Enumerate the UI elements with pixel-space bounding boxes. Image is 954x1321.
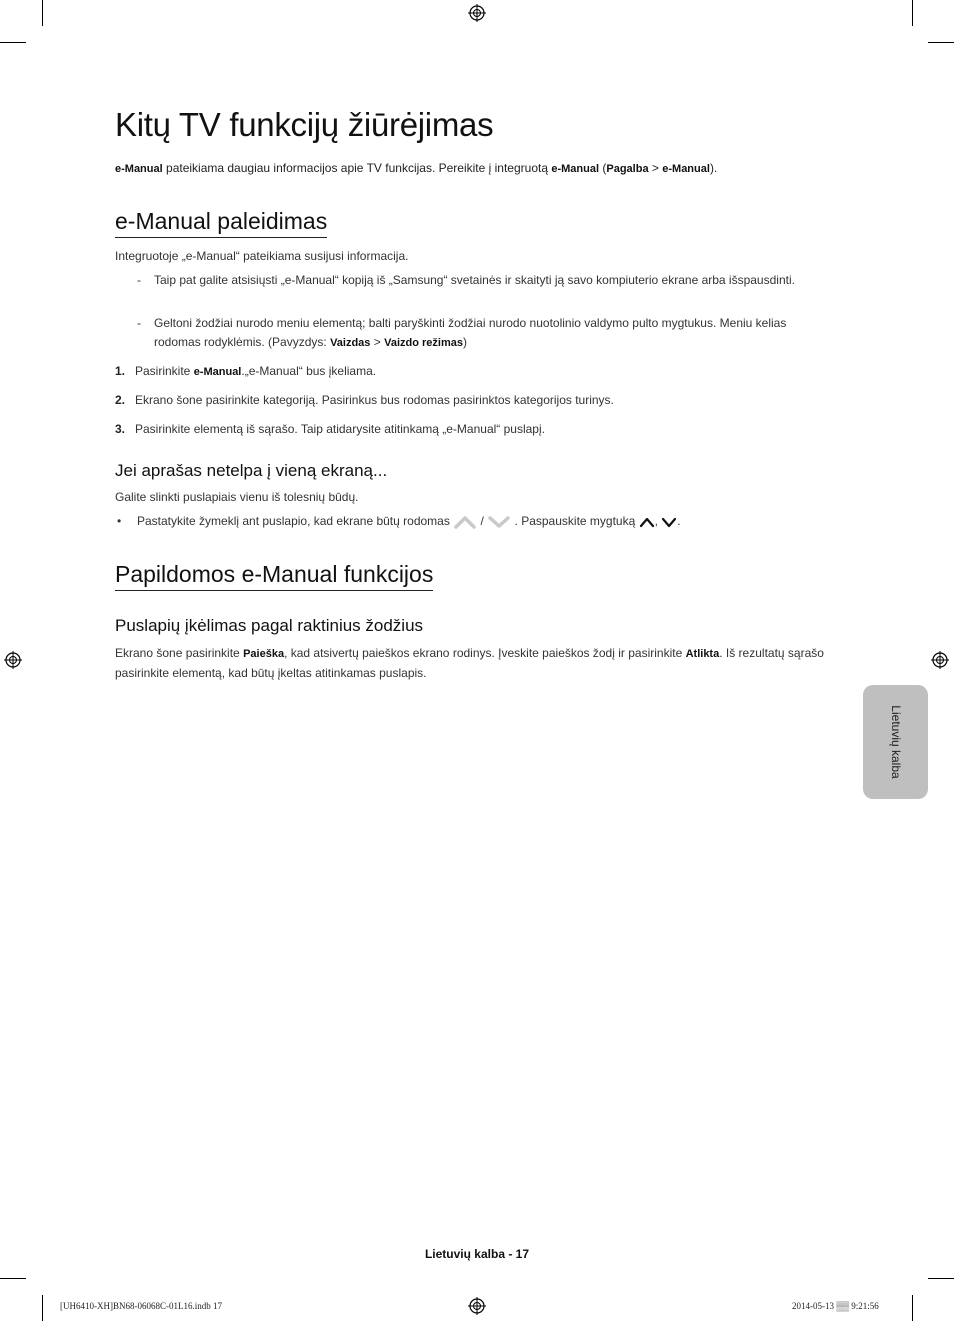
scroll-down-arrow-icon: [487, 515, 511, 529]
note-text-wrap: [137, 314, 817, 353]
ui-term: e-Manual: [193, 366, 242, 378]
note-text: >: [370, 335, 385, 349]
ui-term: Vaizdo režimas: [384, 337, 463, 349]
ui-term: e-Manual: [115, 163, 163, 175]
registration-mark-icon: [931, 651, 949, 669]
note-text: ): [462, 335, 467, 349]
paragraph-text: . Iš rezultatų sąrašo pasirinkite elementą, kad būtų įkeltas atitinkamas puslapis.: [115, 646, 824, 680]
chevron-up-icon: [639, 516, 655, 528]
print-date-info: 2014-05-13 ▒▒ 9:21:56: [792, 1301, 879, 1311]
ui-term: Vaizdas: [330, 337, 371, 349]
crop-mark: [928, 42, 954, 43]
section-heading: Papildomos e-Manual funkcijos: [115, 560, 433, 591]
subsection-heading: Jei aprašas netelpa į vieną ekraną...: [115, 461, 388, 480]
section-heading: e-Manual paleidimas: [115, 207, 327, 238]
bullet-marker: •: [117, 514, 122, 528]
bullet-text: /: [480, 514, 488, 528]
intro-paragraph: [115, 161, 717, 175]
page-number: Lietuvių kalba - 17: [424, 1247, 530, 1261]
note-text: Taip pat galite atsisiųsti „e-Manual“ kopiją iš „Samsung“ svetainės ir skaityti ją savo kompiuterio ekrane arba išspausdinti.: [154, 273, 795, 287]
bullet-text: . Paspauskite mygtuką: [514, 514, 639, 528]
note-item: [137, 271, 817, 290]
section-lead: Integruotoje „e-Manual“ pateikiama susijusi informacija.: [115, 249, 409, 263]
ui-term: e-Manual: [662, 163, 710, 175]
scroll-up-arrow-icon: [453, 515, 477, 529]
crop-mark: [0, 1278, 26, 1279]
dash-marker: -: [137, 273, 141, 287]
note-text: Geltoni žodžiai nurodo meniu elementą; balti paryškinti žodžiai nurodo nuotolinio valdymo pulto mygtukus. Meniu kelias rodomas rodyklėmis. (Pavyzdys:: [154, 316, 787, 349]
paragraph-text: , kad atsivertų paieškos ekrano rodinys. Įveskite paieškos žodį ir pasirinkite: [284, 646, 686, 660]
step-item: [115, 362, 376, 382]
bullet-text: Pastatykite žymeklį ant puslapio, kad ekrane būtų rodomas: [137, 514, 454, 528]
ui-term: Atlikta: [685, 648, 720, 660]
crop-mark: [928, 1278, 954, 1279]
registration-mark-icon: [468, 1297, 486, 1315]
ui-term: Paieška: [243, 648, 285, 660]
subsection-heading: Puslapių įkėlimas pagal raktinius žodžius: [115, 616, 424, 635]
crop-mark: [912, 0, 913, 26]
step-number: 3.: [115, 422, 126, 436]
bullet-text: .: [677, 514, 681, 528]
language-tab-label: Lietuvių kalba: [888, 705, 903, 779]
step-number: 1.: [115, 364, 126, 378]
crop-mark: [42, 1295, 43, 1321]
paragraph-text: Ekrano šone pasirinkite: [115, 646, 244, 660]
ui-term: e-Manual: [551, 163, 600, 175]
intro-text: pateikiama daugiau informacijos apie TV funkcijas. Pereikite į integruotą: [162, 161, 552, 175]
chevron-down-icon: [661, 516, 677, 528]
step-text: Ekrano šone pasirinkite kategoriją. Pasirinkus bus rodomas pasirinktos kategorijos turinys.: [135, 393, 614, 407]
step-text: Pasirinkite elementą iš sąrašo. Taip atidarysite atitinkamą „e-Manual“ puslapį.: [135, 422, 545, 436]
crop-mark: [912, 1295, 913, 1321]
step-number: 2.: [115, 393, 126, 407]
subsection-lead: Galite slinkti puslapiais vienu iš tolesnių būdų.: [115, 490, 359, 504]
intro-text: (: [599, 161, 607, 175]
intro-text: ).: [709, 161, 718, 175]
language-side-tab: [863, 685, 928, 799]
registration-mark-icon: [468, 4, 486, 22]
intro-text: >: [648, 161, 663, 175]
page-title: Kitų TV funkcijų žiūrėjimas: [115, 106, 494, 143]
registration-mark-icon: [4, 651, 22, 669]
bullet-text: ,: [654, 514, 662, 528]
step-item: [115, 420, 545, 439]
print-file-info: [UH6410-XH]BN68-06068C-01L16.indb 17: [60, 1301, 222, 1311]
subsection-paragraph: [115, 644, 835, 683]
step-text: .„e-Manual“ bus įkeliama.: [241, 364, 377, 378]
bullet-item: [117, 512, 681, 531]
ui-term: Pagalba: [606, 163, 649, 175]
crop-mark: [0, 42, 26, 43]
step-text: Pasirinkite: [135, 364, 194, 378]
dash-marker: -: [137, 316, 141, 330]
note-item: [137, 314, 817, 353]
step-item: [115, 391, 614, 410]
crop-mark: [42, 0, 43, 26]
